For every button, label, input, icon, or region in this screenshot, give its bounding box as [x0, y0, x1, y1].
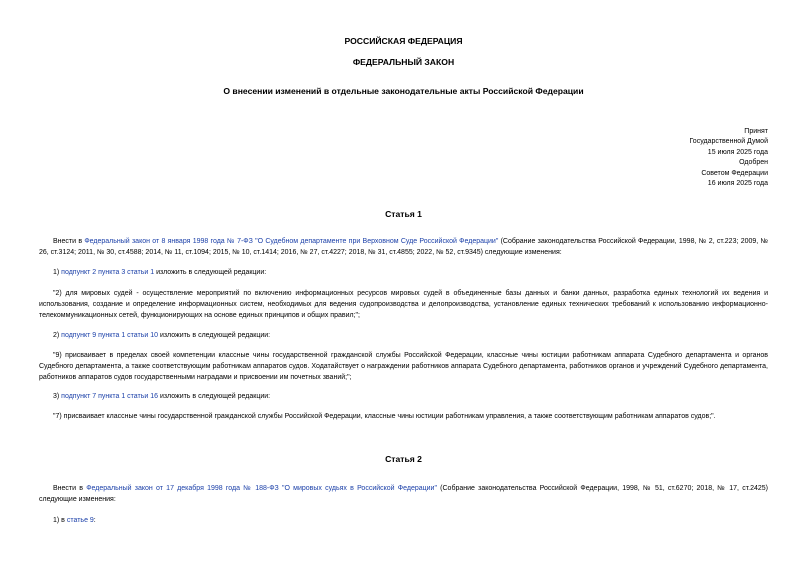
- approval-line: Одобрен: [739, 159, 768, 167]
- article-9-link[interactable]: статье 9: [66, 517, 94, 524]
- article-1-item-3: 3) подпункт 7 пункта 1 статьи 16 изложить в следующей редакции:: [53, 393, 271, 400]
- approval-line: 16 июля 2025 года: [707, 180, 768, 188]
- law-type-heading: ФЕДЕРАЛЬНЫЙ ЗАКОН: [352, 57, 455, 67]
- article-1-item-3-text: "7) присваивает классные чины государственной гражданской службы Российской Федерации, классные чины юстиции работникам управления, а также соответствующим работникам аппаратов судов;".: [53, 413, 716, 420]
- item-3-link[interactable]: подпункт 7 пункта 1 статьи 16: [61, 393, 159, 400]
- article-1-item-1-text: "2) для мировых судей - осуществление мероприятий по включению информационных ресурсов мировых судей в объединенные базы данных и банки данных, разработка единых технологий их ведения и использования, создание и определение информационных систем, необходимых для ведения судопроизводства и делопроизводства, установление единых технических требований к использованию информационно-телекоммуникационных сетей, функционирующих на основе единых принципов и общих правил;";: [39, 290, 768, 319]
- law-7fz-link[interactable]: Федеральный закон от 8 января 1998 года № 7-ФЗ "О Судебном департаменте при Верховном Суде Российской Федерации": [84, 238, 499, 245]
- article-1-item-2: 2) подпункт 9 пункта 1 статьи 10 изложить в следующей редакции:: [53, 332, 271, 339]
- law-title: О внесении изменений в отдельные законодательные акты Российской Федерации: [223, 86, 584, 96]
- law-188fz-link[interactable]: Федеральный закон от 17 декабря 1998 года № 188-ФЗ "О мировых судьях в Российской Федерации": [86, 485, 437, 492]
- article-1-item-2-text: "9) присваивает в пределах своей компетенции классные чины государственной гражданской службы Российской Федерации, классные чины юстиции работникам аппарата Судебного департамента и органов Судебного департамента, а также соответствующим работникам аппаратов судов. Ходатайствует о награждении работников аппарата Судебного департамента, работников органов и учреждений Судебного департамента, работников аппаратов судов государственными наградами и присвоении им почетных званий;";: [39, 352, 768, 381]
- country-heading: РОССИЙСКАЯ ФЕДЕРАЦИЯ: [344, 36, 463, 46]
- approval-line: Советом Федерации: [701, 169, 768, 177]
- article-1-item-1: 1) подпункт 2 пункта 3 статьи 1 изложить в следующей редакции:: [53, 269, 267, 276]
- article-2-item-1: 1) в статье 9:: [53, 517, 96, 524]
- article-2-heading: Статья 2: [385, 454, 422, 464]
- adoption-line: Принят: [744, 128, 768, 135]
- item-1-link[interactable]: подпункт 2 пункта 3 статьи 1: [61, 269, 155, 276]
- article-1-intro: Внести в Федеральный закон от 8 января 1998 года № 7-ФЗ "О Судебном департаменте при Верховном Суде Российской Федерации" (Собрание законодательства Российской Федерации, 1998, № 2, ст.223; 2009, № 26, ст.3124; 2011, № 30, ст.4588; 2014, № 11, ст.1094; 2015, № 10, ст.1414; 2016, № 27, ст.4227; 2018, № 31, ст.4855; 2022, № 52, ст.9345) следующие изменения:: [39, 238, 768, 256]
- adoption-block: [689, 127, 768, 189]
- adoption-line: Государственной Думой: [689, 138, 768, 146]
- item-2-link[interactable]: подпункт 9 пункта 1 статьи 10: [61, 332, 159, 339]
- article-1-heading: Статья 1: [385, 209, 422, 219]
- article-2-intro: Внести в Федеральный закон от 17 декабря 1998 года № 188-ФЗ "О мировых судьях в Российской Федерации" (Собрание законодательства Российской Федерации, 1998, № 51, ст.6270; 2018, № 17, ст.2425) следующие изменения:: [39, 485, 768, 503]
- adoption-line: 15 июля 2025 года: [707, 148, 768, 156]
